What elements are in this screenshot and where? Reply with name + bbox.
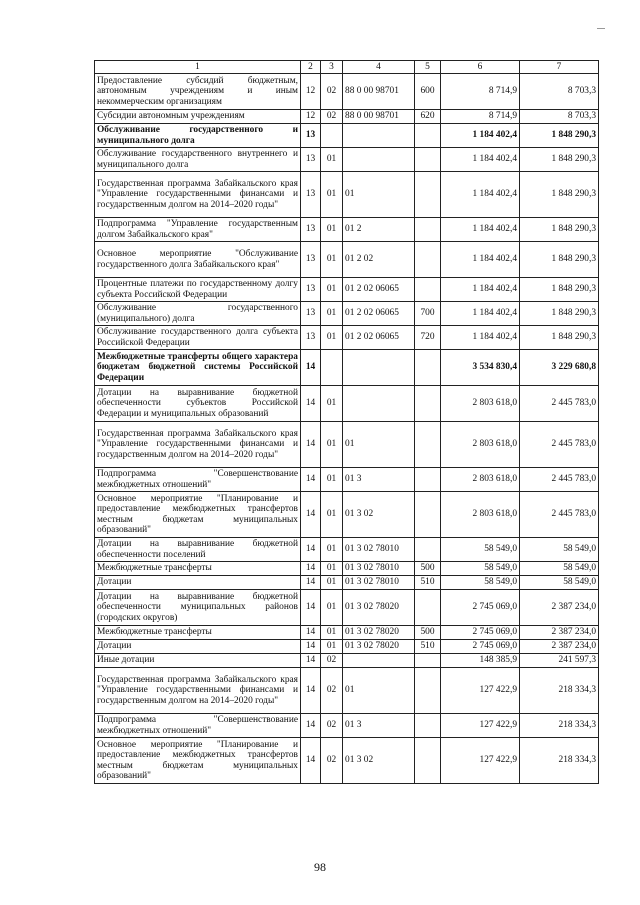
row-name-cell: Дотации на выравнивание бюджетной обеспеченности поселений	[95, 538, 301, 562]
amount-year1-cell: 1 184 402,4	[441, 242, 520, 278]
section-cell: 14	[301, 422, 321, 468]
subsection-cell: 02	[321, 738, 343, 784]
table-row	[95, 714, 599, 738]
target-article-cell: 01 2 02 06065	[343, 326, 415, 350]
header-cell: 2	[301, 61, 321, 74]
target-article-cell: 01 2 02	[343, 242, 415, 278]
target-article-cell: 01 2	[343, 218, 415, 242]
section-cell: 14	[301, 386, 321, 422]
expense-type-cell	[415, 738, 441, 784]
table-row	[95, 654, 599, 668]
subsection-cell: 01	[321, 640, 343, 654]
row-name-cell: Государственная программа Забайкальского края "Управление государственными финансами и государственным долгом на 2014–2020 годы"	[95, 668, 301, 714]
amount-year1-cell: 1 184 402,4	[441, 124, 520, 148]
amount-year2-cell: 1 848 290,3	[520, 148, 599, 172]
subsection-cell: 01	[321, 278, 343, 302]
subsection-cell: 01	[321, 562, 343, 576]
row-name-cell: Межбюджетные трансферты	[95, 626, 301, 640]
expense-type-cell	[415, 278, 441, 302]
section-cell: 13	[301, 326, 321, 350]
row-name-cell: Предоставление субсидий бюджетным, автономным учреждениям и иным некоммерческим организациям	[95, 74, 301, 110]
subsection-cell: 01	[321, 626, 343, 640]
subsection-cell: 01	[321, 538, 343, 562]
section-cell: 13	[301, 218, 321, 242]
amount-year2-cell: 58 549,0	[520, 562, 599, 576]
amount-year1-cell: 1 184 402,4	[441, 326, 520, 350]
amount-year1-cell: 148 385,9	[441, 654, 520, 668]
target-article-cell: 01 3 02 78010	[343, 576, 415, 590]
amount-year2-cell: 58 549,0	[520, 576, 599, 590]
table-row	[95, 74, 599, 110]
section-cell: 13	[301, 278, 321, 302]
subsection-cell: 02	[321, 668, 343, 714]
subsection-cell: 02	[321, 74, 343, 110]
table-row	[95, 110, 599, 124]
amount-year2-cell: 218 334,3	[520, 668, 599, 714]
amount-year2-cell: 1 848 290,3	[520, 278, 599, 302]
amount-year1-cell: 1 184 402,4	[441, 278, 520, 302]
amount-year2-cell: 218 334,3	[520, 738, 599, 784]
target-article-cell: 01 2 02 06065	[343, 302, 415, 326]
amount-year2-cell: 58 549,0	[520, 538, 599, 562]
target-article-cell: 01	[343, 422, 415, 468]
table-row	[95, 148, 599, 172]
amount-year2-cell: 1 848 290,3	[520, 302, 599, 326]
section-cell: 14	[301, 350, 321, 386]
table-row	[95, 562, 599, 576]
target-article-cell: 01 3 02	[343, 492, 415, 538]
section-cell: 14	[301, 654, 321, 668]
page-number: 98	[314, 860, 326, 874]
row-name-cell: Субсидии автономным учреждениям	[95, 110, 301, 124]
subsection-cell: 01	[321, 242, 343, 278]
expense-type-cell	[415, 422, 441, 468]
expense-type-cell: 500	[415, 562, 441, 576]
row-name-cell: Подпрограмма "Управление государственным долгом Забайкальского края"	[95, 218, 301, 242]
row-name-cell: Обслуживание государственного (муниципального) долга	[95, 302, 301, 326]
table-row	[95, 492, 599, 538]
section-cell: 14	[301, 738, 321, 784]
table-row	[95, 626, 599, 640]
expense-type-cell	[415, 172, 441, 218]
amount-year1-cell: 58 549,0	[441, 562, 520, 576]
amount-year1-cell: 58 549,0	[441, 576, 520, 590]
expense-type-cell: 500	[415, 626, 441, 640]
expense-type-cell: 700	[415, 302, 441, 326]
amount-year2-cell: 1 848 290,3	[520, 124, 599, 148]
section-cell: 14	[301, 714, 321, 738]
expense-type-cell	[415, 124, 441, 148]
target-article-cell: 01	[343, 172, 415, 218]
amount-year2-cell: 3 229 680,8	[520, 350, 599, 386]
section-cell: 13	[301, 148, 321, 172]
amount-year2-cell: 2 445 783,0	[520, 386, 599, 422]
expense-type-cell	[415, 714, 441, 738]
amount-year1-cell: 1 184 402,4	[441, 172, 520, 218]
row-name-cell: Дотации на выравнивание бюджетной обеспеченности муниципальных районов (городских округов)	[95, 590, 301, 626]
amount-year1-cell: 2 803 618,0	[441, 422, 520, 468]
section-cell: 14	[301, 668, 321, 714]
row-name-cell: Государственная программа Забайкальского края "Управление государственными финансами и государственным долгом на 2014–2020 годы"	[95, 172, 301, 218]
section-cell: 12	[301, 74, 321, 110]
table-row	[95, 350, 599, 386]
section-cell: 12	[301, 110, 321, 124]
section-cell: 14	[301, 562, 321, 576]
amount-year1-cell: 2 745 069,0	[441, 626, 520, 640]
table-row	[95, 576, 599, 590]
subsection-cell: 01	[321, 172, 343, 218]
section-cell: 14	[301, 640, 321, 654]
budget-table	[94, 60, 599, 784]
subsection-cell: 01	[321, 326, 343, 350]
subsection-cell: 01	[321, 576, 343, 590]
target-article-cell	[343, 350, 415, 386]
expense-type-cell	[415, 590, 441, 626]
table-row	[95, 218, 599, 242]
subsection-cell: 01	[321, 422, 343, 468]
row-name-cell: Обслуживание государственного внутреннего и муниципального долга	[95, 148, 301, 172]
amount-year2-cell: 8 703,3	[520, 74, 599, 110]
target-article-cell	[343, 148, 415, 172]
table-row	[95, 326, 599, 350]
section-cell: 13	[301, 302, 321, 326]
row-name-cell: Основное мероприятие "Обслуживание государственного долга Забайкальского края"	[95, 242, 301, 278]
amount-year2-cell: 1 848 290,3	[520, 218, 599, 242]
target-article-cell: 01 3	[343, 468, 415, 492]
row-name-cell: Обслуживание государственного и муниципального долга	[95, 124, 301, 148]
row-name-cell: Межбюджетные трансферты	[95, 562, 301, 576]
target-article-cell: 01 2 02 06065	[343, 278, 415, 302]
amount-year2-cell: 2 445 783,0	[520, 492, 599, 538]
section-cell: 13	[301, 242, 321, 278]
row-name-cell: Подпрограмма "Совершенствование межбюджетных отношений"	[95, 468, 301, 492]
header-cell: 4	[343, 61, 415, 74]
subsection-cell: 01	[321, 590, 343, 626]
amount-year2-cell: 2 445 783,0	[520, 422, 599, 468]
section-cell: 14	[301, 538, 321, 562]
row-name-cell: Дотации	[95, 640, 301, 654]
row-name-cell: Дотации	[95, 576, 301, 590]
amount-year1-cell: 1 184 402,4	[441, 302, 520, 326]
amount-year1-cell: 3 534 830,4	[441, 350, 520, 386]
subsection-cell: 01	[321, 302, 343, 326]
scan-mark	[597, 28, 605, 29]
amount-year2-cell: 218 334,3	[520, 714, 599, 738]
table-row	[95, 302, 599, 326]
amount-year1-cell: 8 714,9	[441, 74, 520, 110]
header-cell: 1	[95, 61, 301, 74]
expense-type-cell	[415, 492, 441, 538]
table-header-row	[95, 61, 599, 74]
header-cell: 7	[520, 61, 599, 74]
table-row	[95, 668, 599, 714]
expense-type-cell	[415, 538, 441, 562]
row-name-cell: Дотации на выравнивание бюджетной обеспеченности субъектов Российской Федерации и муниципальных образований	[95, 386, 301, 422]
target-article-cell	[343, 124, 415, 148]
section-cell: 14	[301, 492, 321, 538]
table-row	[95, 590, 599, 626]
target-article-cell	[343, 386, 415, 422]
section-cell: 13	[301, 172, 321, 218]
subsection-cell: 01	[321, 386, 343, 422]
expense-type-cell: 620	[415, 110, 441, 124]
table-row	[95, 422, 599, 468]
expense-type-cell: 600	[415, 74, 441, 110]
expense-type-cell: 510	[415, 576, 441, 590]
expense-type-cell	[415, 148, 441, 172]
row-name-cell: Основное мероприятие "Планирование и предоставление межбюджетных трансфертов местным бюджетам муниципальных образований"	[95, 492, 301, 538]
subsection-cell: 01	[321, 218, 343, 242]
target-article-cell	[343, 654, 415, 668]
amount-year2-cell: 241 597,3	[520, 654, 599, 668]
subsection-cell: 02	[321, 110, 343, 124]
target-article-cell: 01 3 02 78010	[343, 538, 415, 562]
target-article-cell: 01 3 02 78020	[343, 626, 415, 640]
table-row	[95, 738, 599, 784]
row-name-cell: Подпрограмма "Совершенствование межбюджетных отношений"	[95, 714, 301, 738]
expense-type-cell	[415, 350, 441, 386]
subsection-cell: 01	[321, 468, 343, 492]
header-cell: 6	[441, 61, 520, 74]
table-row	[95, 386, 599, 422]
amount-year1-cell: 127 422,9	[441, 738, 520, 784]
section-cell: 14	[301, 590, 321, 626]
amount-year2-cell: 2 387 234,0	[520, 626, 599, 640]
amount-year1-cell: 127 422,9	[441, 714, 520, 738]
expense-type-cell	[415, 668, 441, 714]
subsection-cell: 02	[321, 714, 343, 738]
expense-type-cell	[415, 242, 441, 278]
table-row	[95, 242, 599, 278]
expense-type-cell	[415, 386, 441, 422]
expense-type-cell	[415, 468, 441, 492]
row-name-cell: Основное мероприятие "Планирование и предоставление межбюджетных трансфертов местным бюджетам муниципальных образований"	[95, 738, 301, 784]
subsection-cell: 01	[321, 492, 343, 538]
section-cell: 13	[301, 124, 321, 148]
header-cell: 5	[415, 61, 441, 74]
target-article-cell: 01	[343, 668, 415, 714]
table-row	[95, 172, 599, 218]
table-row	[95, 538, 599, 562]
expense-type-cell	[415, 218, 441, 242]
subsection-cell	[321, 350, 343, 386]
subsection-cell: 01	[321, 148, 343, 172]
table-row	[95, 124, 599, 148]
amount-year2-cell: 1 848 290,3	[520, 172, 599, 218]
amount-year1-cell: 1 184 402,4	[441, 148, 520, 172]
subsection-cell	[321, 124, 343, 148]
table-row	[95, 640, 599, 654]
target-article-cell: 01 3 02 78010	[343, 562, 415, 576]
section-cell: 14	[301, 626, 321, 640]
target-article-cell: 88 0 00 98701	[343, 74, 415, 110]
target-article-cell: 01 3 02 78020	[343, 590, 415, 626]
expense-type-cell	[415, 654, 441, 668]
row-name-cell: Иные дотации	[95, 654, 301, 668]
row-name-cell: Процентные платежи по государственному долгу субъекта Российской Федерации	[95, 278, 301, 302]
row-name-cell: Государственная программа Забайкальского края "Управление государственными финансами и государственным долгом на 2014–2020 годы"	[95, 422, 301, 468]
subsection-cell: 02	[321, 654, 343, 668]
header-cell: 3	[321, 61, 343, 74]
row-name-cell: Обслуживание государственного долга субъекта Российской Федерации	[95, 326, 301, 350]
amount-year1-cell: 127 422,9	[441, 668, 520, 714]
table-row	[95, 468, 599, 492]
amount-year2-cell: 2 387 234,0	[520, 590, 599, 626]
expense-type-cell: 510	[415, 640, 441, 654]
target-article-cell: 01 3	[343, 714, 415, 738]
amount-year1-cell: 2 745 069,0	[441, 590, 520, 626]
table-row	[95, 278, 599, 302]
amount-year1-cell: 2 803 618,0	[441, 386, 520, 422]
amount-year2-cell: 8 703,3	[520, 110, 599, 124]
section-cell: 14	[301, 468, 321, 492]
section-cell: 14	[301, 576, 321, 590]
target-article-cell: 01 3 02	[343, 738, 415, 784]
amount-year1-cell: 2 803 618,0	[441, 468, 520, 492]
amount-year2-cell: 2 387 234,0	[520, 640, 599, 654]
amount-year2-cell: 1 848 290,3	[520, 326, 599, 350]
target-article-cell: 01 3 02 78020	[343, 640, 415, 654]
amount-year1-cell: 8 714,9	[441, 110, 520, 124]
amount-year1-cell: 2 803 618,0	[441, 492, 520, 538]
row-name-cell: Межбюджетные трансферты общего характера бюджетам бюджетной системы Российской Федерации	[95, 350, 301, 386]
target-article-cell: 88 0 00 98701	[343, 110, 415, 124]
amount-year2-cell: 2 445 783,0	[520, 468, 599, 492]
amount-year1-cell: 2 745 069,0	[441, 640, 520, 654]
amount-year1-cell: 58 549,0	[441, 538, 520, 562]
amount-year1-cell: 1 184 402,4	[441, 218, 520, 242]
expense-type-cell: 720	[415, 326, 441, 350]
amount-year2-cell: 1 848 290,3	[520, 242, 599, 278]
